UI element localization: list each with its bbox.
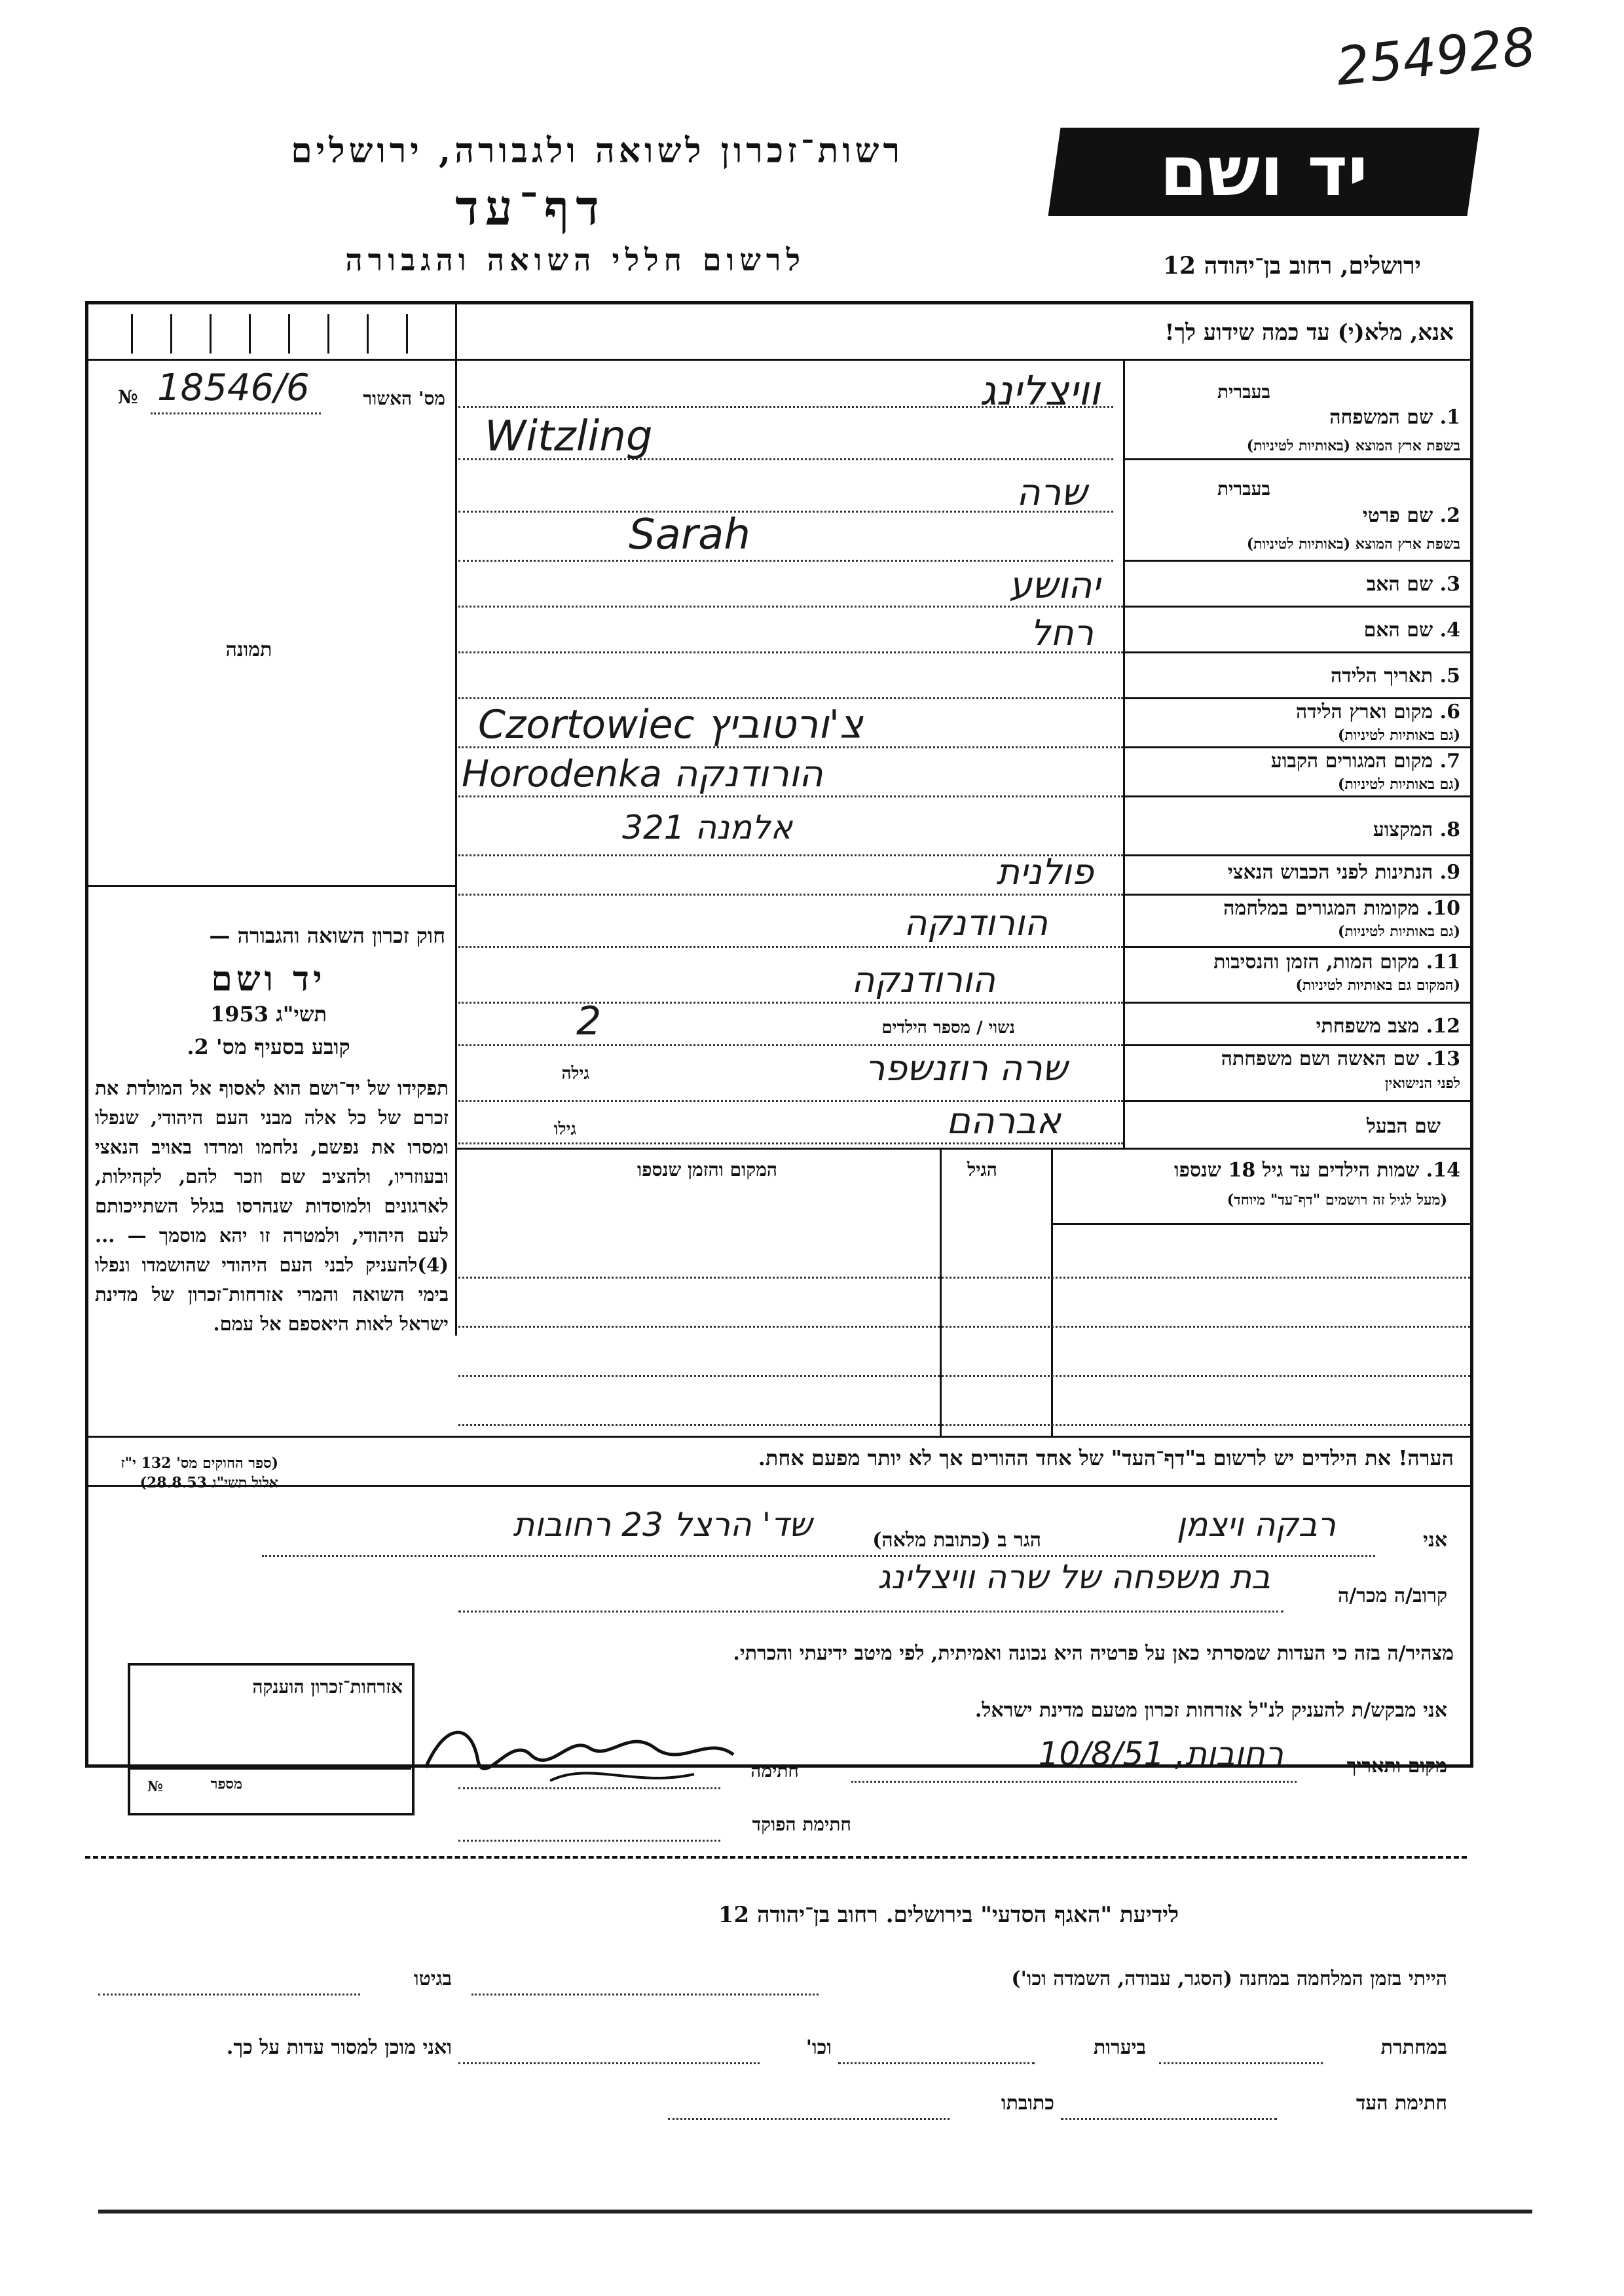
decl-request: אני מבקש/ת להעניק לנ"ל אזרחות זכרון מטעם מדינת ישראל.	[974, 1699, 1447, 1722]
footer-ghetto: בגיטו	[413, 1967, 452, 1990]
field-2-hand-hebrew: שרה	[1016, 471, 1087, 514]
decl-kin-label: קרוב/ה מכר/ה	[1338, 1584, 1447, 1607]
signature-scribble	[419, 1709, 747, 1794]
decl-gar-hand: שד' הרצל 23 רחובות	[513, 1506, 812, 1544]
field-1-sub: בשפת ארץ המוצא (באותיות לטיניות)	[1246, 437, 1460, 454]
husband-age-label: גילו	[553, 1120, 576, 1139]
field-13-label: 13. שם האשה ושם משפחתה	[1221, 1048, 1460, 1070]
field-12-extra: נשוי / מספר הילדים	[881, 1018, 1015, 1038]
husband-label: שם הבעל	[1366, 1115, 1441, 1138]
field-10-sub: (גם באותיות לטיניות)	[1337, 923, 1460, 940]
law-yadvashem: יד ושם	[211, 959, 326, 999]
photo-label: תמונה	[225, 638, 272, 661]
field-12-label: 12. מצב משפחתי	[1316, 1015, 1460, 1038]
decl-ani-hand: רבקה ויצמן	[1176, 1506, 1336, 1544]
field-3-hand: יהושע	[1008, 564, 1100, 607]
children-sub: (מעל לגיל זה רושמים "דף־עד" מיוחד)	[1227, 1192, 1447, 1209]
field-4-hand: רחל	[1030, 612, 1094, 653]
field-9-label: 9. הנתינות לפני הכבוש הנאצי	[1227, 861, 1460, 884]
children-place-header: המקום והזמן שנספו	[637, 1159, 777, 1180]
cert-label: מס' האשור	[363, 388, 445, 409]
field-2-label: 2. שם פרטי	[1362, 504, 1460, 527]
footer-ready: ואני מוכן למסור עדות על כך.	[226, 2036, 452, 2059]
field-13-sub: לפני הנישואין	[1384, 1075, 1460, 1092]
footer-underground: במחתרת	[1380, 2036, 1447, 2059]
field-2-hand-latin: Sarah	[629, 511, 750, 559]
children-label: 14. שמות הילדים עד גיל 18 שנספו	[1173, 1159, 1460, 1182]
field-2-sub: בשפת ארץ המוצא (באותיות לטיניות)	[1246, 536, 1460, 553]
footer-etc: וכו'	[805, 2036, 832, 2059]
form-subtitle: לרשום חללי השואה והגבורה	[345, 242, 805, 278]
decl-place-date-hand: רחובות, 10/8/51	[1038, 1735, 1283, 1773]
address: ירושלים, רחוב בן־יהודה 12	[1162, 252, 1421, 280]
decl-statement: מצהיר/ה בזה כי העדות שמסרתי כאן על פרטיה היא נכונה ואמיתית, לפי מיטב ידיעתי והכרתי.	[733, 1642, 1454, 1665]
cert-no-symbol: №	[118, 386, 138, 408]
field-11-sub: (המקום גם באותיות לטיניות)	[1295, 977, 1460, 994]
field-10-hand: הורודנקה	[904, 902, 1048, 943]
decl-gar-label: הגר ב (כתובת מלאה)	[872, 1529, 1041, 1552]
field-8-label: 8. המקצוע	[1373, 818, 1460, 841]
field-13-age-label: גילה	[561, 1064, 589, 1084]
field-10-label: 10. מקומות המגורים במלחמה	[1223, 897, 1460, 920]
field-7-label: 7. מקום המגורים הקבוע	[1270, 750, 1460, 773]
cert-ticks	[118, 308, 445, 354]
field-6-label: 6. מקום וארץ הלידה	[1295, 701, 1460, 723]
field-2-hebrew-tag: בעברית	[1217, 478, 1270, 500]
field-1-hand-latin: Witzling	[485, 412, 653, 461]
field-5-label: 5. תאריך הלידה	[1331, 665, 1460, 687]
field-11-hand: הורודנקה	[851, 959, 995, 1000]
field-1-label: 1. שם המשפחה	[1329, 406, 1460, 429]
field-1-hebrew-tag: בעברית	[1217, 381, 1270, 403]
field-11-label: 11. מקום המות, הזמן והנסיבות	[1213, 951, 1460, 974]
law-paragraph: תפקידו של יד־ושם הוא לאסוף אל המולדת את זכרם של כל אלה מבני העם היהודי, שנפלו ומסרו את נפשם, נלחמו ומרדו באויב הנאצי ובעוזריו, ולהציב שם וזכר להם, לקהילות, לארגונים ולמוסדות שנהרסו בגלל השתייכותם לעם היהודי, ולמטרה זו יהא מוסמך — ...(4)להעניק לבני העם היהודי שהושמדו ונפלו בימי השואה והמרי אזרחות־זכרון של מדינת ישראל לאות היאספם אל עמם.	[95, 1077, 449, 1335]
decl-place-date-label: מקום ותאריך	[1346, 1755, 1447, 1777]
field-9-hand: פולנית	[996, 851, 1094, 892]
field-7-sub: (גם באותיות לטיניות)	[1337, 776, 1460, 793]
citizenship-box-number: מספר	[210, 1776, 242, 1793]
citizenship-box-no: №	[147, 1778, 163, 1795]
citizenship-box-title: אזרחות־זכרון הוענקה	[252, 1676, 403, 1698]
authority-name: רשות־זכרון לשואה ולגבורה, ירושלים	[291, 131, 904, 171]
footer-address: כתובתו	[1001, 2092, 1054, 2115]
law-year: תשי"ג 1953	[210, 1002, 327, 1027]
field-8-hand: אלמנה 321	[622, 809, 792, 847]
children-age-header: הגיל	[967, 1159, 997, 1180]
field-4-label: 4. שם האם	[1363, 619, 1460, 642]
intro-text: אנא, מלא(י) עד כמה שידוע לך!	[1164, 319, 1454, 346]
cert-number: 18546/6	[157, 367, 310, 409]
form-title: דף־עד	[455, 180, 606, 236]
decl-officer-label: חתימת הפוקד	[752, 1813, 851, 1835]
law-clause: קובע בסעיף מס' 2.	[187, 1034, 350, 1059]
yad-vashem-logo	[1048, 128, 1480, 216]
footer-title: לידיעת "האגף הסדעי" בירושלים. רחוב בן־יהודה 12	[718, 1902, 1179, 1928]
field-7-hand: Horodenka הורודנקה	[462, 753, 823, 795]
field-6-sub: (גם באותיות לטיניות)	[1337, 727, 1460, 744]
footer-witness-signature: חתימת העד	[1356, 2092, 1447, 2115]
field-12-hand: 2	[576, 998, 602, 1044]
footer-line1: הייתי בזמן המלחמה במחנה (הסגר, עבודה, השמדה וכו')	[1011, 1967, 1447, 1990]
field-3-label: 3. שם האב	[1366, 573, 1460, 596]
note-text: הערה! את הילדים יש לרשום ב"דף־העד" של אחד ההורים אך לא יותר מפעם אחת.	[758, 1446, 1454, 1470]
field-6-hand: Czortowiec צ'ורטוביץ	[478, 702, 863, 748]
husband-hand: אברהם	[946, 1100, 1061, 1142]
law-reference: (ספר החוקים מס' 132 י"ז אלול תשי"ג 28.8.53)	[120, 1455, 278, 1491]
field-13-hand: שרה רוזנשפר	[864, 1048, 1067, 1089]
decl-kin-hand: בת משפחה של שרה וויצלינג	[877, 1558, 1270, 1596]
decl-ani-label: אני	[1423, 1529, 1447, 1552]
law-title: חוק זכרון השואה והגבורה —	[209, 923, 445, 948]
field-1-hand-hebrew: וויצלינג	[980, 367, 1100, 414]
footer-forests: ביערות	[1093, 2036, 1146, 2059]
decl-signature-label: חתימה	[750, 1760, 799, 1781]
logo-text: יד ושם	[1160, 132, 1368, 211]
archive-number: 254928	[1333, 16, 1539, 98]
